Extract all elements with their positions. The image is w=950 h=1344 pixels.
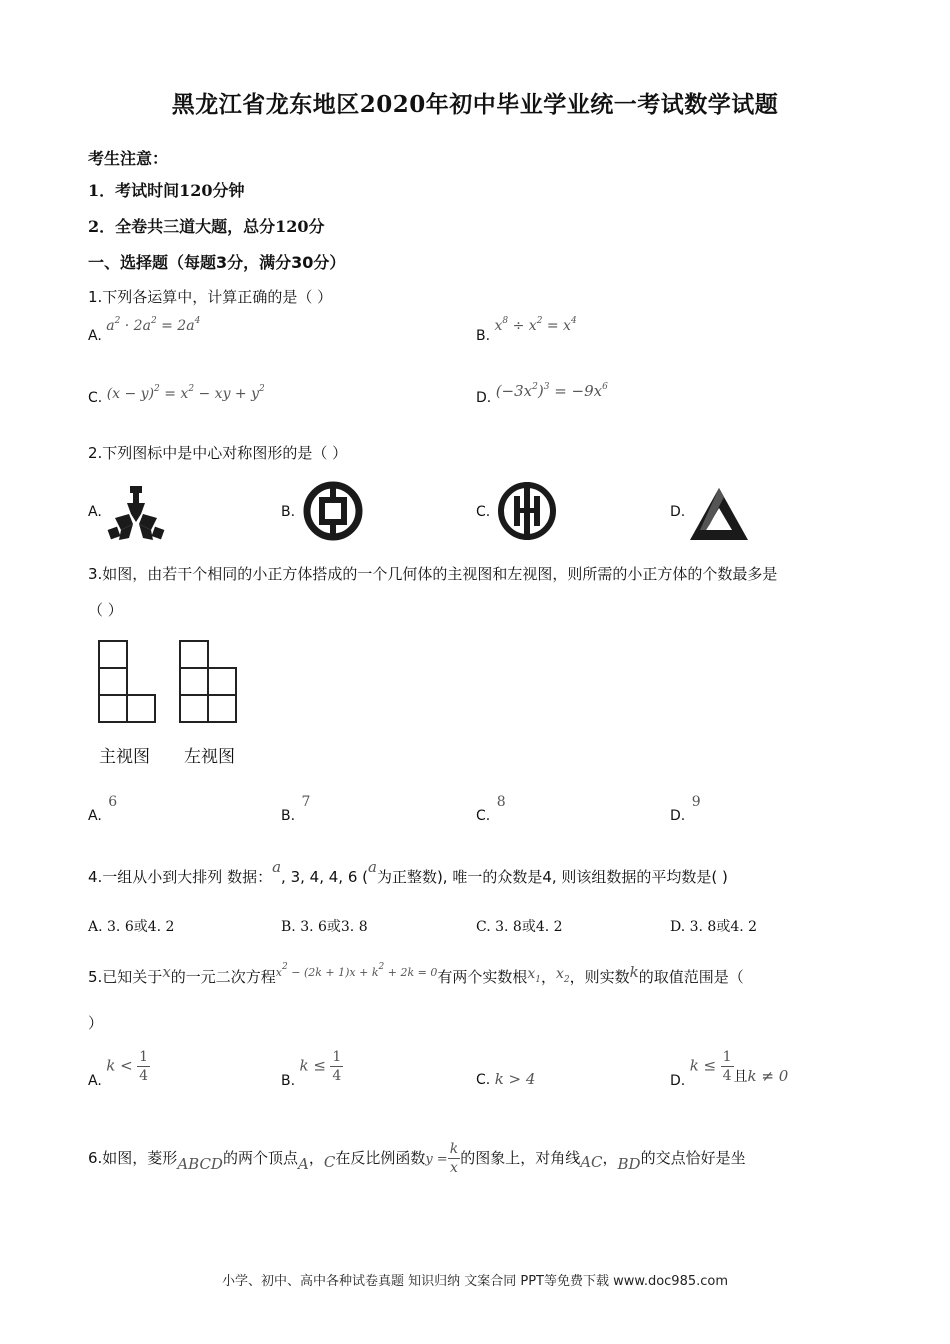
- q1-expr-b: $x^8 \div x^2 = x^4$: [494, 316, 577, 334]
- q5-stem: 5.已知关于x的一元二次方程$^{x^2 - (2k + 1)x + k^2 + 2k = 0}$有两个实数根$x_1$，$x_2$，则实数k的取值范围是（: [88, 962, 744, 986]
- q5-option-a: A. k < $\frac{1}{4}$: [88, 1049, 149, 1089]
- q5-option-c: C. k > 4: [476, 1070, 536, 1088]
- q1-expr-a: $a^2 \cdot 2a^2 = 2a^4$: [106, 316, 201, 334]
- q3-label-d: D.: [670, 808, 686, 824]
- q1-option-c: [88, 384, 265, 406]
- left-view-label: 左视图: [184, 747, 235, 767]
- q3-option-d: [670, 794, 701, 824]
- q3-value-b: 7: [301, 794, 311, 810]
- q4-stem: 4.一组从小到大排列 数据：a, 3, 4, 4, 6 (a为正整数), 唯一的众数是4, 则该组数据的平均数是( ): [88, 858, 728, 886]
- q5-stem-cont: ）: [88, 1014, 104, 1032]
- q3-label-c: C.: [476, 808, 491, 824]
- q2-stem: 2.下列图标中是中心对称图形的是（ ）: [88, 444, 348, 462]
- q3-value-c: 8: [496, 794, 506, 810]
- q3-stem-cont: （ ）: [88, 601, 123, 619]
- left-view-figure: [179, 640, 239, 730]
- bank-logo-d-icon: [688, 484, 750, 546]
- bank-logo-b-icon: [302, 480, 364, 542]
- q6-stem: 6.如图，菱形ABCD的两个顶点A，C在反比例函数y = $\frac{k}{x}$ 的图象上，对角线AC，BD的交点恰好是坐: [88, 1141, 746, 1176]
- q1-label-b: B.: [476, 328, 491, 344]
- q3-value-a: 6: [108, 794, 118, 810]
- q4-option-c: C. 3. 8或4. 2: [476, 919, 563, 935]
- q4-option-d: D. 3. 8或4. 2: [670, 919, 758, 935]
- notes-heading: 考生注意：: [88, 149, 169, 168]
- front-view-figure: [98, 640, 158, 730]
- q2-label-d: D.: [670, 504, 686, 520]
- q5-option-b: B. k ≤ $\frac{1}{4}$: [281, 1049, 342, 1089]
- note-item-time: 1．考试时间120分钟: [88, 181, 245, 200]
- q1-option-b: [476, 316, 577, 344]
- q1-expr-d: $(-3x^2)^3 = -9x^6$: [495, 382, 608, 400]
- q1-label-c: C.: [88, 390, 103, 406]
- front-view-label: 主视图: [99, 747, 150, 767]
- bank-logo-a-icon: [105, 484, 167, 546]
- q2-label-a: A.: [88, 504, 102, 520]
- q3-option-a: [88, 794, 118, 824]
- q3-value-d: 9: [691, 794, 701, 810]
- q2-label-c: C.: [476, 504, 491, 520]
- q3-label-a: A.: [88, 808, 102, 824]
- q2-label-b: B.: [281, 504, 296, 520]
- q1-label-a: A.: [88, 328, 102, 344]
- q3-stem: 3.如图，由若干个相同的小正方体搭成的一个几何体的主视图和左视图，则所需的小正方体的个数最多是: [88, 565, 778, 583]
- section-heading: 一、选择题（每题3分，满分30分）: [88, 253, 346, 272]
- q5-option-d: D. k ≤ $\frac{1}{4}$ 且k ≠ 0: [670, 1049, 789, 1089]
- q1-label-d: D.: [476, 390, 492, 406]
- bank-logo-c-icon: [496, 480, 558, 542]
- page-title: 黑龙江省龙东地区2020年初中毕业学业统一考试数学试题: [171, 91, 779, 118]
- q1-stem: 1.下列各运算中，计算正确的是（ ）: [88, 288, 333, 306]
- q1-expr-c: $(x - y)^2 = x^2$ − xy + $y^2$: [106, 384, 265, 402]
- q1-option-d: [476, 382, 608, 406]
- q4-option-b: B. 3. 6或3. 8: [281, 919, 368, 935]
- q3-option-c: [476, 794, 506, 824]
- q3-label-b: B.: [281, 808, 296, 824]
- q3-option-b: [281, 794, 311, 824]
- note-item-score: 2．全卷共三道大题，总分120分: [88, 217, 325, 236]
- footer-banner: 小学、初中、高中各种试卷真题 知识归纳 文案合同 PPT等免费下载 www.doc985.com: [221, 1274, 729, 1289]
- q4-option-a: A. 3. 6或4. 2: [88, 919, 175, 935]
- q1-option-a: [88, 316, 201, 344]
